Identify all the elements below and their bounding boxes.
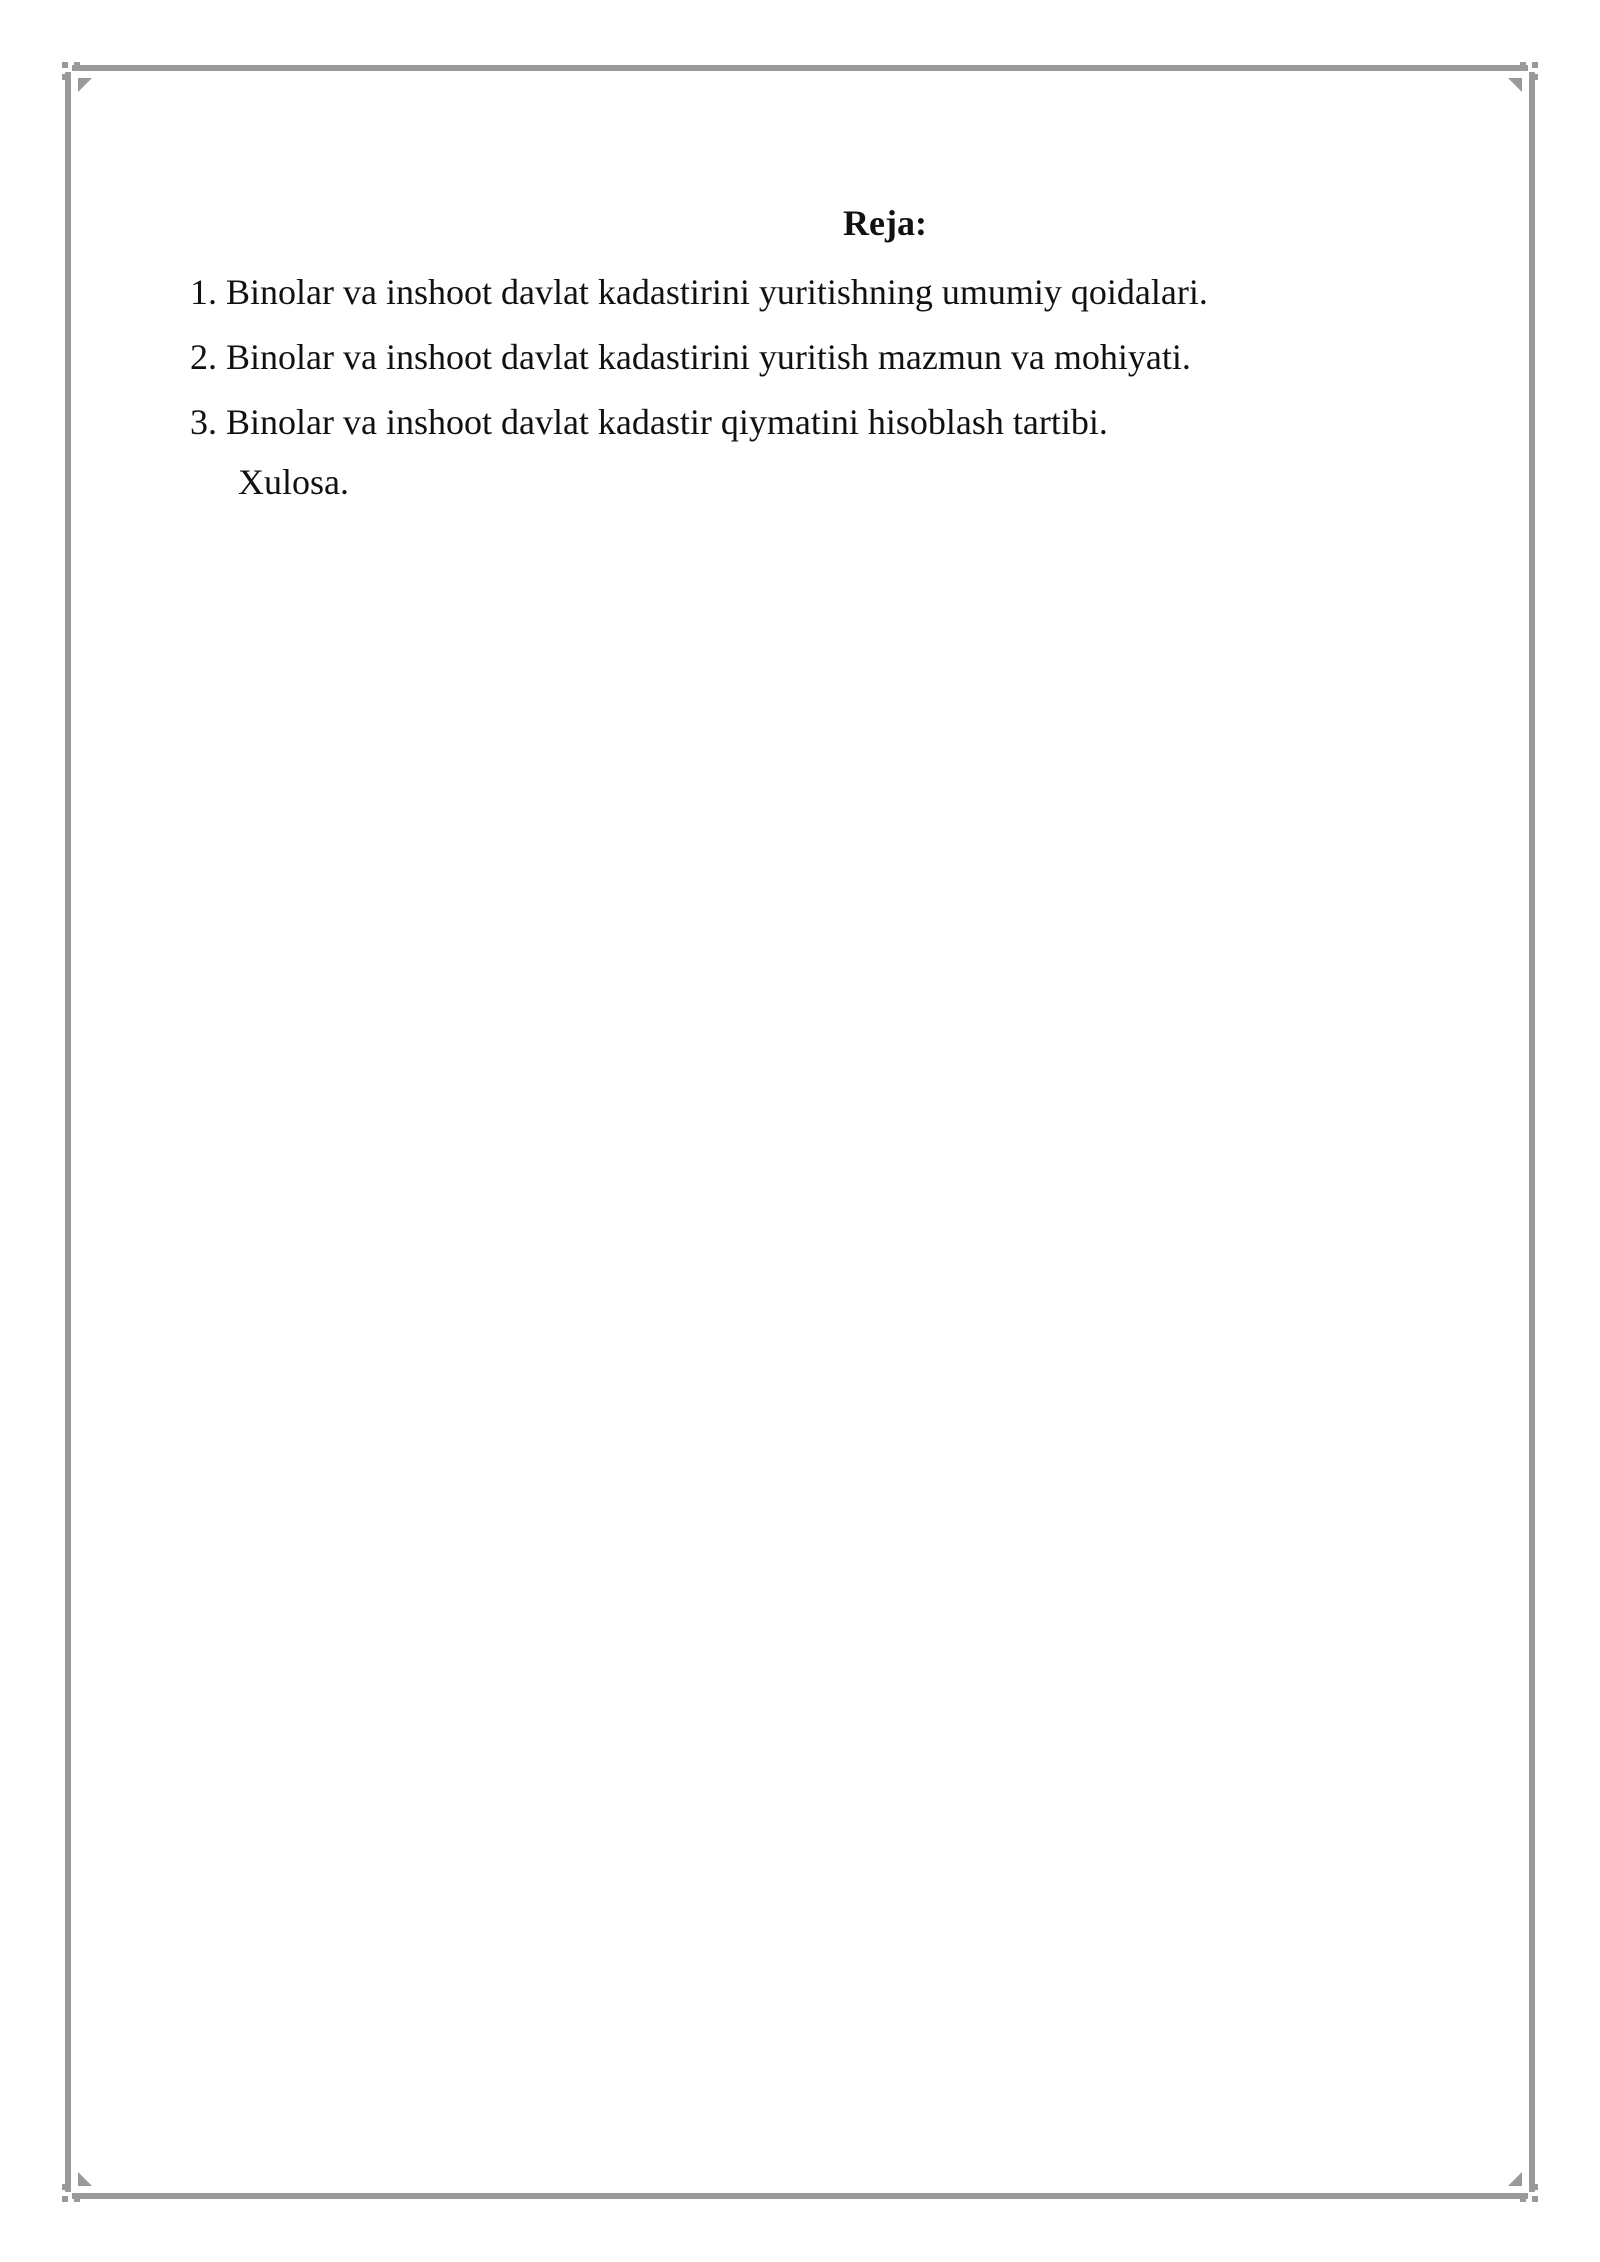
plan-item-1: [190, 260, 1208, 325]
plan-item-number: 1.: [190, 272, 217, 312]
plan-item-number: 3.: [190, 402, 217, 442]
plan-item-2: [190, 325, 1208, 390]
plan-item-text: Binolar va inshoot davlat kadastir qiymatini hisoblash tartibi.: [226, 402, 1108, 442]
plan-item-text: Binolar va inshoot davlat kadastirini yuritishning umumiy qoidalari.: [226, 272, 1208, 312]
plan-item-number: 2.: [190, 337, 217, 377]
conclusion-label: Xulosa.: [238, 462, 349, 502]
page-title: Reja:: [843, 203, 927, 243]
plan-list: [190, 260, 1208, 455]
plan-item-3: [190, 390, 1208, 455]
plan-item-text: Binolar va inshoot davlat kadastirini yuritish mazmun va mohiyati.: [226, 337, 1191, 377]
